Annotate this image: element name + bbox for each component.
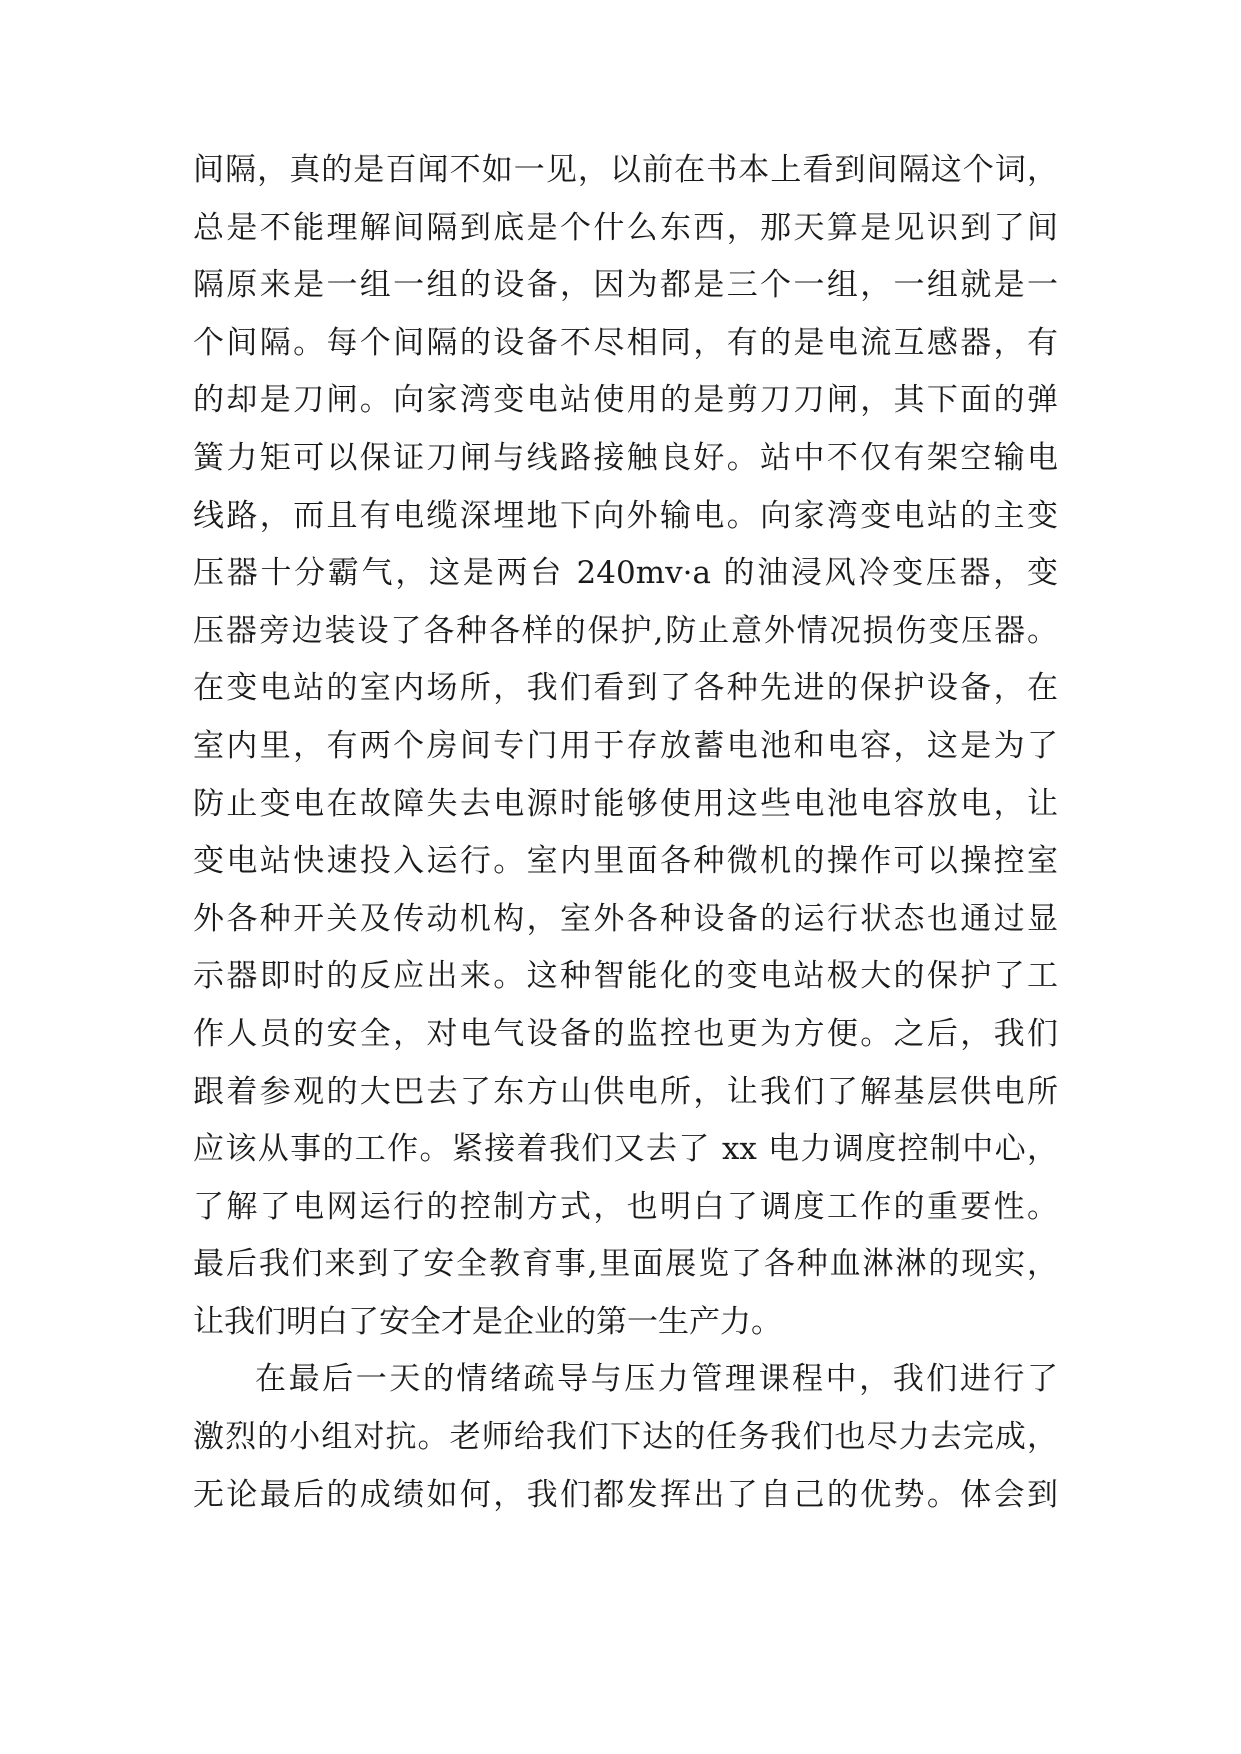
text-line: 跟着参观的大巴去了东方山供电所，让我们了解基层供电所 (193, 1073, 1058, 1110)
text-line: 防止变电在故障失去电源时能够使用这些电池电容放电，让 (193, 785, 1058, 822)
text-line: 压器十分霸气，这是两台 240mv·a 的油浸风冷变压器，变 (193, 555, 1058, 592)
text-line: 个间隔。每个间隔的设备不尽相同，有的是电流互感器，有 (193, 324, 1058, 361)
text-line: 间隔，真的是百闻不如一见，以前在书本上看到间隔这个词， (193, 152, 1058, 188)
text-line: 示器即时的反应出来。这种智能化的变电站极大的保护了工 (193, 958, 1058, 995)
text-line: 在变电站的室内场所，我们看到了各种先进的保护设备，在 (193, 670, 1058, 707)
text-line: 变电站快速投入运行。室内里面各种微机的操作可以操控室 (193, 843, 1058, 880)
paragraph-2 (193, 1351, 1058, 1524)
text-line: 作人员的安全，对电气设备的监控也更为方便。之后，我们 (193, 1015, 1058, 1052)
text-line: 簧力矩可以保证刀闸与线路接触良好。站中不仅有架空输电 (193, 439, 1058, 476)
text-line: 线路，而且有电缆深埋地下向外输电。向家湾变电站的主变 (193, 497, 1058, 534)
text-line: 了解了电网运行的控制方式，也明白了调度工作的重要性。 (193, 1188, 1058, 1225)
text-line: 无论最后的成绩如何，我们都发挥出了自己的优势。体会到 (193, 1476, 1058, 1513)
text-line: 压器旁边装设了各种各样的保护,防止意外情况损伤变压器。 (193, 612, 1058, 649)
text-line: 外各种开关及传动机构，室外各种设备的运行状态也通过显 (193, 900, 1058, 937)
text-line: 隔原来是一组一组的设备，因为都是三个一组，一组就是一 (193, 267, 1058, 304)
text-line: 在最后一天的情绪疏导与压力管理课程中，我们进行了 (255, 1361, 1058, 1398)
text-line: 总是不能理解间隔到底是个什么东西，那天算是见识到了间 (193, 209, 1058, 246)
text-line: 的却是刀闸。向家湾变电站使用的是剪刀刀闸，其下面的弹 (193, 382, 1058, 419)
text-line: 室内里，有两个房间专门用于存放蓄电池和电容，这是为了 (193, 727, 1058, 764)
text-line: 最后我们来到了安全教育事,里面展览了各种血淋淋的现实， (193, 1246, 1058, 1283)
paragraph-1 (193, 142, 1058, 1351)
text-line: 让我们明白了安全才是企业的第一生产力。 (193, 1303, 782, 1340)
text-line: 应该从事的工作。紧接着我们又去了 xx 电力调度控制中心， (193, 1131, 1058, 1168)
text-line: 激烈的小组对抗。老师给我们下达的任务我们也尽力去完成， (193, 1419, 1058, 1456)
document-body (193, 142, 1058, 1524)
